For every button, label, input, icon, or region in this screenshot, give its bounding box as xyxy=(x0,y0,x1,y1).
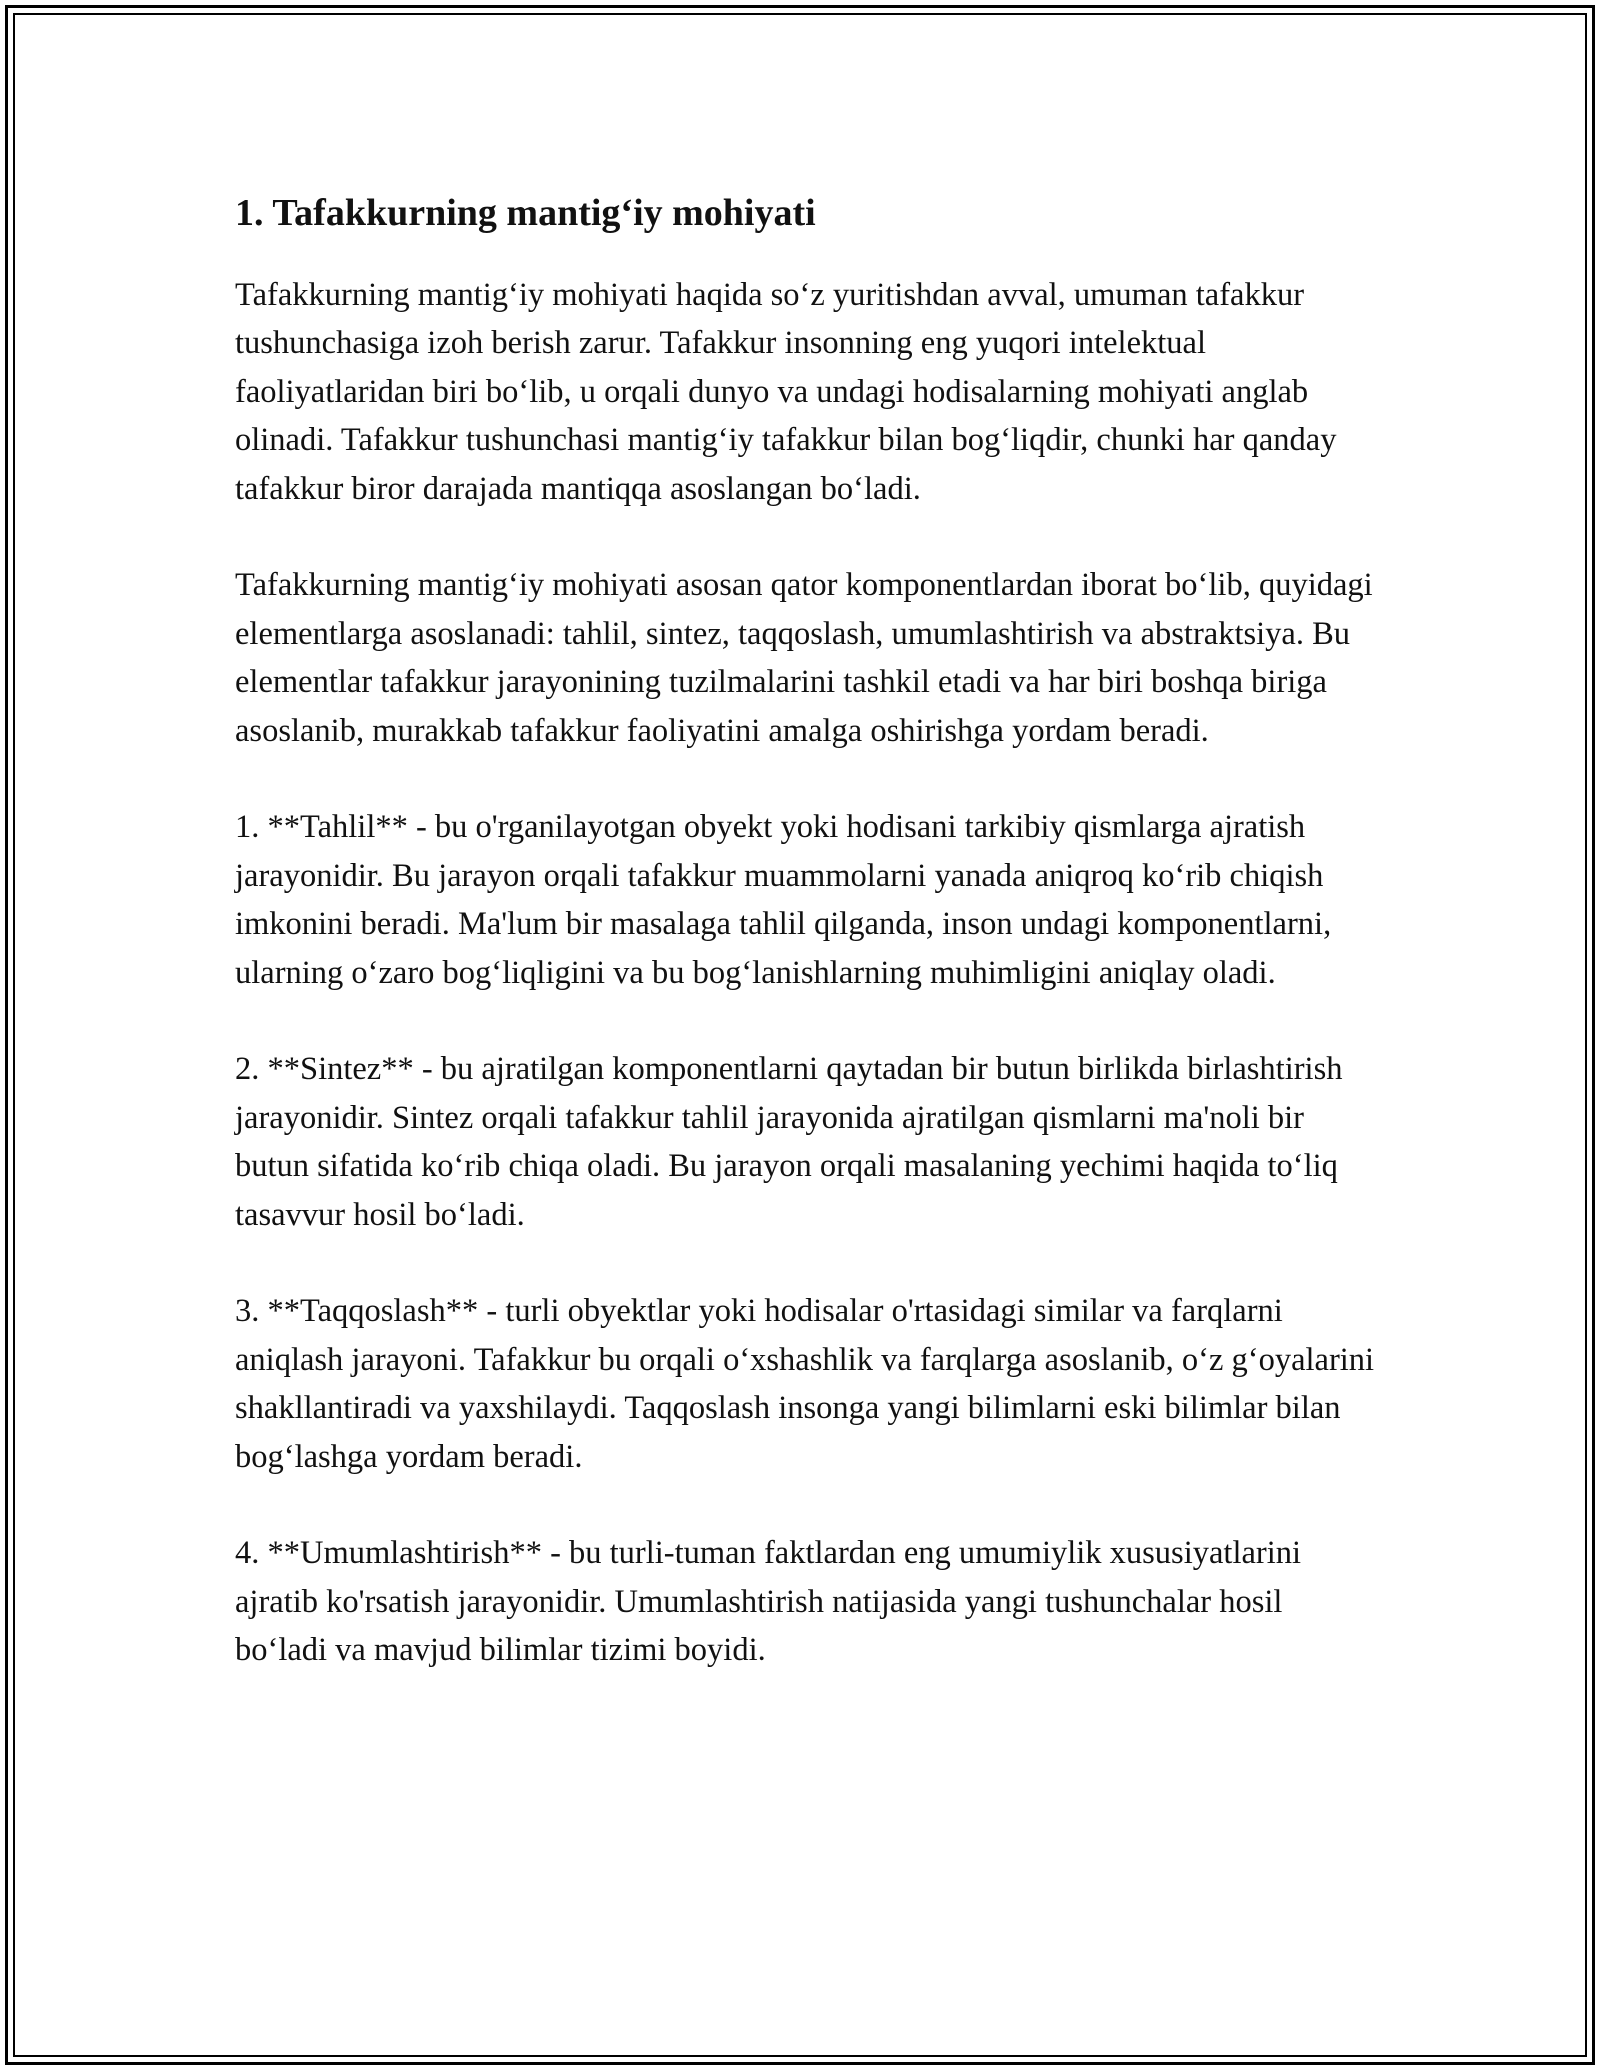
paragraph-umumlashtirish: 4. **Umumlashtirish** - bu turli-tuman faktlardan eng umumiylik xususiyatlarini ajratib ko'rsatish jarayonidir. Umumlashtirish natijasida yangi tushunchalar hosil bo‘ladi va mavjud bilimlar tizimi boyidi. xyxy=(235,1535,1302,1669)
paragraph-taqqoslash: 3. **Taqqoslash** - turli obyektlar yoki hodisalar o'rtasidagi similar va farqlarni aniqlash jarayoni. Tafakkur bu orqali o‘xshashlik va farqlarga asoslanib, o‘z g‘oyalarini shakllantiradi va yaxshilaydi. Taqqoslash insonga yangi bilimlarni eski bilimlar bilan bog‘lashga yordam beradi. xyxy=(235,1293,1375,1475)
paragraph-components: Tafakkurning mantig‘iy mohiyati asosan qator komponentlardan iborat bo‘lib, quyidagi elementlarga asoslanadi: tahlil, sintez, taqqoslash, umumlashtirish va abstraktsiya. Bu elementlar tafakkur jarayonining tuzilmalarini tashkil etadi va har biri boshqa biriga asoslanib, murakkab tafakkur faoliyatini amalga oshirishga yordam beradi. xyxy=(235,567,1373,749)
paragraph-sintez: 2. **Sintez** - bu ajratilgan komponentlarni qaytadan bir butun birlikda birlashtirish jarayonidir. Sintez orqali tafakkur tahlil jarayonida ajratilgan qismlarni ma'noli bir butun sifatida ko‘rib chiqa oladi. Bu jarayon orqali masalaning yechimi haqida to‘liq tasavvur hosil bo‘ladi. xyxy=(235,1051,1343,1233)
paragraph-intro: Tafakkurning mantig‘iy mohiyati haqida so‘z yuritishdan avval, umuman tafakkur tushunchasiga izoh berish zarur. Tafakkur insonning eng yuqori intelektual faoliyatlaridan biri bo‘lib, u orqali dunyo va undagi hodisalarning mohiyati anglab olinadi. Tafakkur tushunchasi mantig‘iy tafakkur bilan bog‘liqdir, chunki har qanday tafakkur biror darajada mantiqqa asoslangan bo‘ladi. xyxy=(235,277,1337,507)
paragraph-tahlil: 1. **Tahlil** - bu o'rganilayotgan obyekt yoki hodisani tarkibiy qismlarga ajratish jarayonidir. Bu jarayon orqali tafakkur muammolarni yanada aniqroq ko‘rib chiqish imkonini beradi. Ma'lum bir masalaga tahlil qilganda, inson undagi komponentlarni, ularning o‘zaro bog‘liqligini va bu bog‘lanishlarning muhimligini aniqlay oladi. xyxy=(235,809,1332,991)
document-body xyxy=(235,185,1375,1723)
section-heading: 1. Tafakkurning mantig‘iy mohiyati xyxy=(235,192,816,234)
